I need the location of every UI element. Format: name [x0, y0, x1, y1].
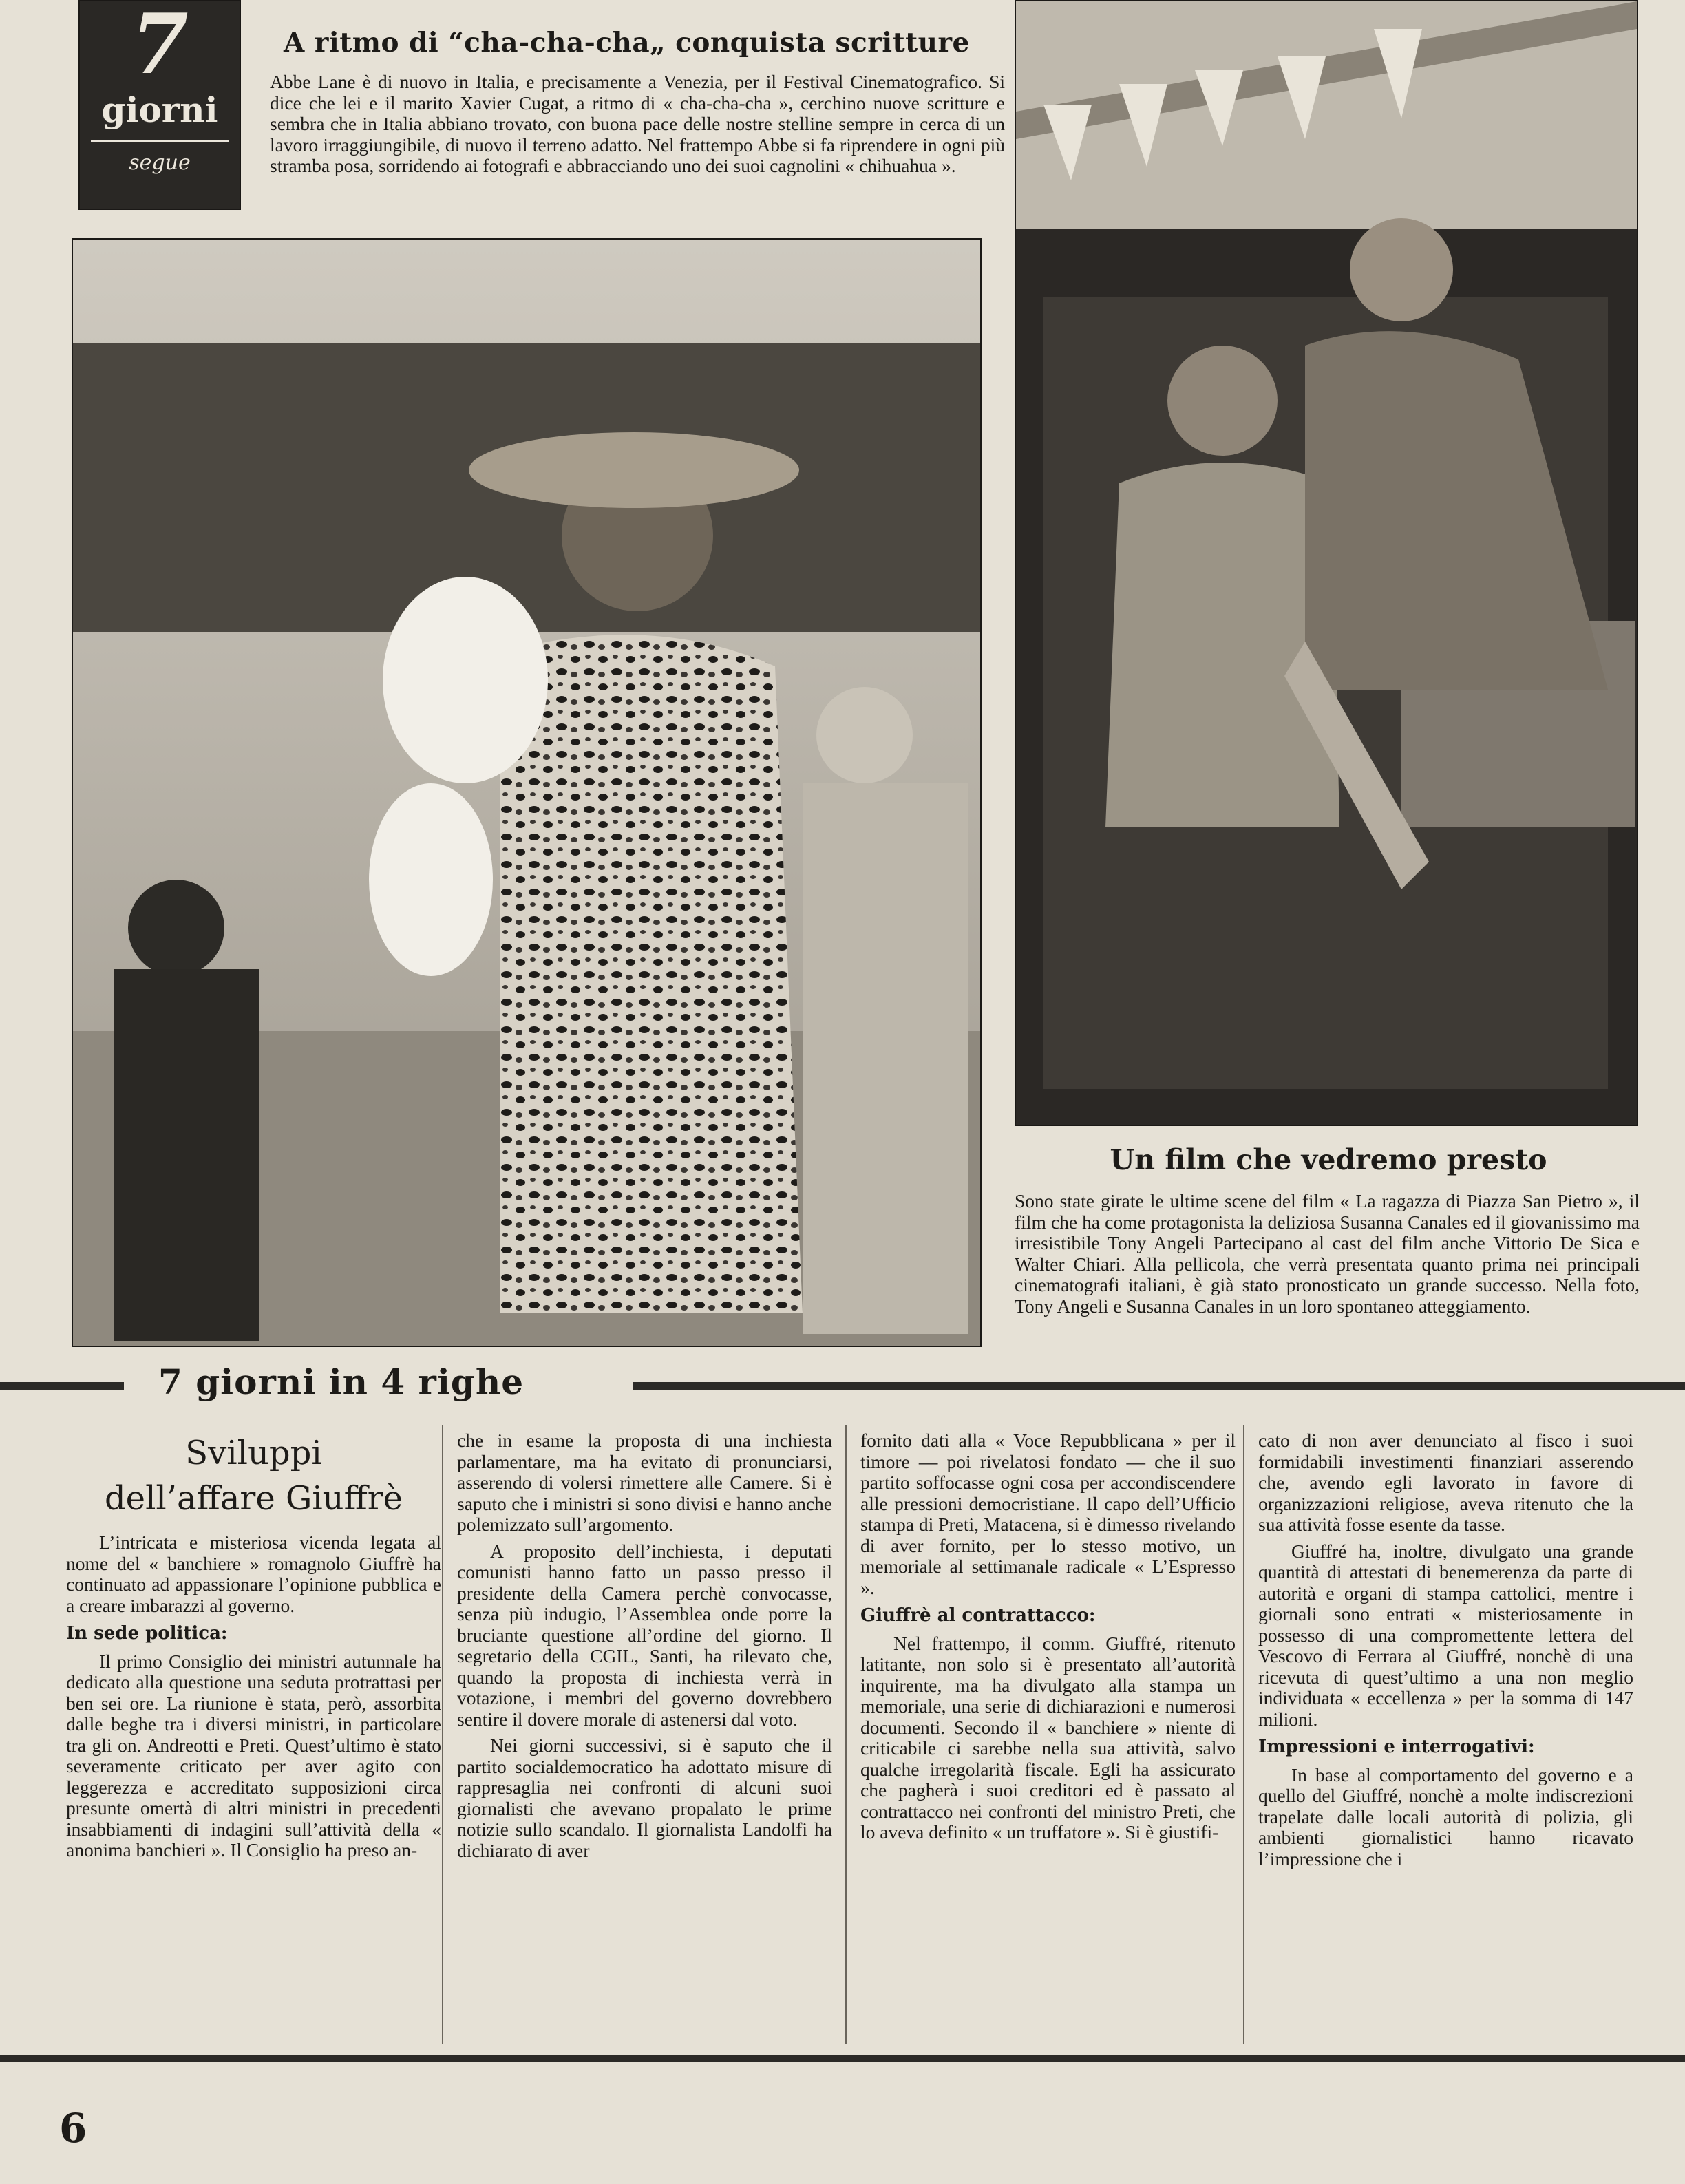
intro-headline: A ritmo di “cha-cha-cha„ conquista scritture: [284, 27, 970, 59]
section-logo: [78, 0, 241, 210]
article-paragraph: cato di non aver denunciato al fisco i suoi formidabili investimenti finanziari asserendo che, avendo egli lavorato in favore di organizzazioni religiose, aveva ritenuto che la sua attività fosse esente da tasse.: [1258, 1430, 1633, 1535]
photo-couple: [1015, 0, 1638, 1126]
article-paragraph: L’intricata e misteriosa vicenda legata al nome del « banchiere » romagnolo Giuffrè ha continuato ad appassionare l’opinione pubblica e a creare imbarazzi al governo.: [66, 1531, 441, 1616]
photo-couple-image: [1016, 1, 1637, 1125]
article-paragraph: Nei giorni successivi, si è saputo che il partito socialdemocratico ha adottato misure di rappresaglia nei confronti di alcuni suoi giornalisti che avevano propalato le prime notizie sullo scandalo. Il giornalista Landolfi ha dichiarato di aver: [457, 1735, 832, 1861]
article-title-line-2: dell’affare Giuffrè: [104, 1479, 403, 1518]
article-subheading: Impressioni e interrogativi:: [1258, 1737, 1535, 1757]
section-rule-right: [633, 1382, 1685, 1390]
intro-body: Abbe Lane è di nuovo in Italia, e precisamente a Venezia, per il Festival Cinematografico. Si dice che lei e il marito Xavier Cugat, a ritmo di « cha-cha-cha », cerchino nuove scritture e sembra che in Italia abbiano trovato, con buona pace delle nostre stelline sempre in cerca di un lavoro irraggiungibile, di nuovo il terreno adatto. Nel frattempo Abbe si fa riprendere in ogni più stramba posa, sorridendo ai fotografi e abbracciando uno dei suoi cagnolini « chihuahua ».: [270, 71, 1005, 176]
caption-headline: Un film che vedremo presto: [1110, 1143, 1547, 1176]
article-column-4: [1258, 1430, 1633, 1869]
section-title: 7 giorni in 4 righe: [158, 1361, 524, 1402]
photo-woman-with-dog-image: [73, 240, 980, 1346]
article-paragraph: In base al comportamento del governo e a quello del Giuffré, nonchè a molte indiscrezioni trapelate dalle locali autorità di polizia, gli ambienti giornalistici hanno ricavato l’impressione che i: [1258, 1763, 1633, 1869]
article-column-3: [860, 1430, 1236, 1843]
photo-woman-with-dog: [72, 238, 982, 1347]
article-title: [66, 1430, 441, 1521]
article-title-line-1: Sviluppi: [185, 1434, 322, 1472]
article-paragraph: che in esame la proposta di una inchiesta parlamentare, ma ha evitato di pronunciarsi, asserendo di volersi rimettere alle Camere. Si è saputo che i ministri si sono divisi e hanno anche polemizzato sull’argomento.: [457, 1430, 832, 1535]
column-divider: [1243, 1425, 1244, 2044]
section-rule-left: [0, 1382, 124, 1390]
article-subheading: In sede politica:: [66, 1623, 228, 1644]
caption-body: Sono state girate le ultime scene del film « La ragazza di Piazza San Pietro », il film che ha come protagonista la deliziosa Susanna Canales ed il giovanissimo ma irresistibile Tony Angeli Partecipano al cast del film anche Vittorio De Sica e Walter Chiari. Alla pellicola, che verrà presentata quanto prima nei principali cinematografi italiani, è già stato pronosticato un grande successo. Nella foto, Tony Angeli e Susanna Canales in un loro spontaneo atteggiamento.: [1015, 1190, 1640, 1317]
article-paragraph: A proposito dell’inchiesta, i deputati comunisti hanno fatto un passo presso il presidente della Camera perchè convocasse, senza più indugio, l’Assemblea onde porre la bruciante questione all’ordine del giorno. Il segretario della CGIL, Santi, ha rilevato che, quando la proposta di inchiesta verrà in votazione, i membri del governo dovrebbero sentire il dovere morale di astenersi dal voto.: [457, 1540, 832, 1730]
article-column-2: [457, 1430, 832, 1861]
logo-word: giorni: [101, 89, 218, 130]
logo-divider: [91, 140, 229, 142]
page-number: 6: [59, 2105, 87, 2152]
article-paragraph: Nel frattempo, il comm. Giuffré, ritenuto latitante, non solo si è presentato all’autorità inquirente, ma ha divulgato alla stampa un memoriale, una serie di dichiarazioni e numerosi documenti. Secondo il « banchiere » niente di criticabile ci sarebbe nella sua attività, salvo qualche irregolarità fiscale. Egli ha assicurato che pagherà i suoi creditori ed è passato al contrattacco nei confronti del ministro Preti, che lo aveva definito « un truffatore ». Si è giustifi-: [860, 1632, 1236, 1843]
article-column-1: [66, 1430, 441, 1861]
logo-continued-label: segue: [129, 151, 191, 175]
article-subheading: Giuffrè al contrattacco:: [860, 1605, 1096, 1626]
article-paragraph: fornito dati alla « Voce Repubblicana » per il timore — poi rivelatosi fondato — che il suo partito soffocasse ogni cosa per accondiscendere alle pressioni democristiane. Il capo dell’Ufficio stampa di Preti, Matacena, si è dimesso rivelando di aver fornito, per lo stesso motivo, un memoriale al settimanale radicale « L’Espresso ».: [860, 1430, 1236, 1598]
bottom-rule: [0, 2055, 1685, 2062]
article-paragraph: Giuffré ha, inoltre, divulgato una grande quantità di attestati di benemerenza da parte di autorità e organi di stampa cattolici, mentre i giornali sono entrati « misteriosamente in possesso di una compromettente lettera del Vescovo di Ferrara al Giuffré, nonchè di una ricevuta di quest’ultimo a una non meglio individuata « eccellenza » per la somma di 147 milioni.: [1258, 1540, 1633, 1730]
logo-number: 7: [131, 0, 189, 93]
article-paragraph: Il primo Consiglio dei ministri autunnale ha dedicato alla questione una seduta protrattasi per ben sei ore. La riunione è stata, però, assorbita dalle beghe tra i diversi ministri, in particolare tra gli on. Andreotti e Preti. Quest’ultimo è stato severamente criticato per aver agito con leggerezza e accreditato supposizioni circa presunte omertà di altri ministri in precedenti insabbiamenti di indagini sull’attività della « anonima banchieri ». Il Consiglio ha preso an-: [66, 1650, 441, 1860]
column-divider: [845, 1425, 847, 2044]
column-divider: [442, 1425, 443, 2044]
